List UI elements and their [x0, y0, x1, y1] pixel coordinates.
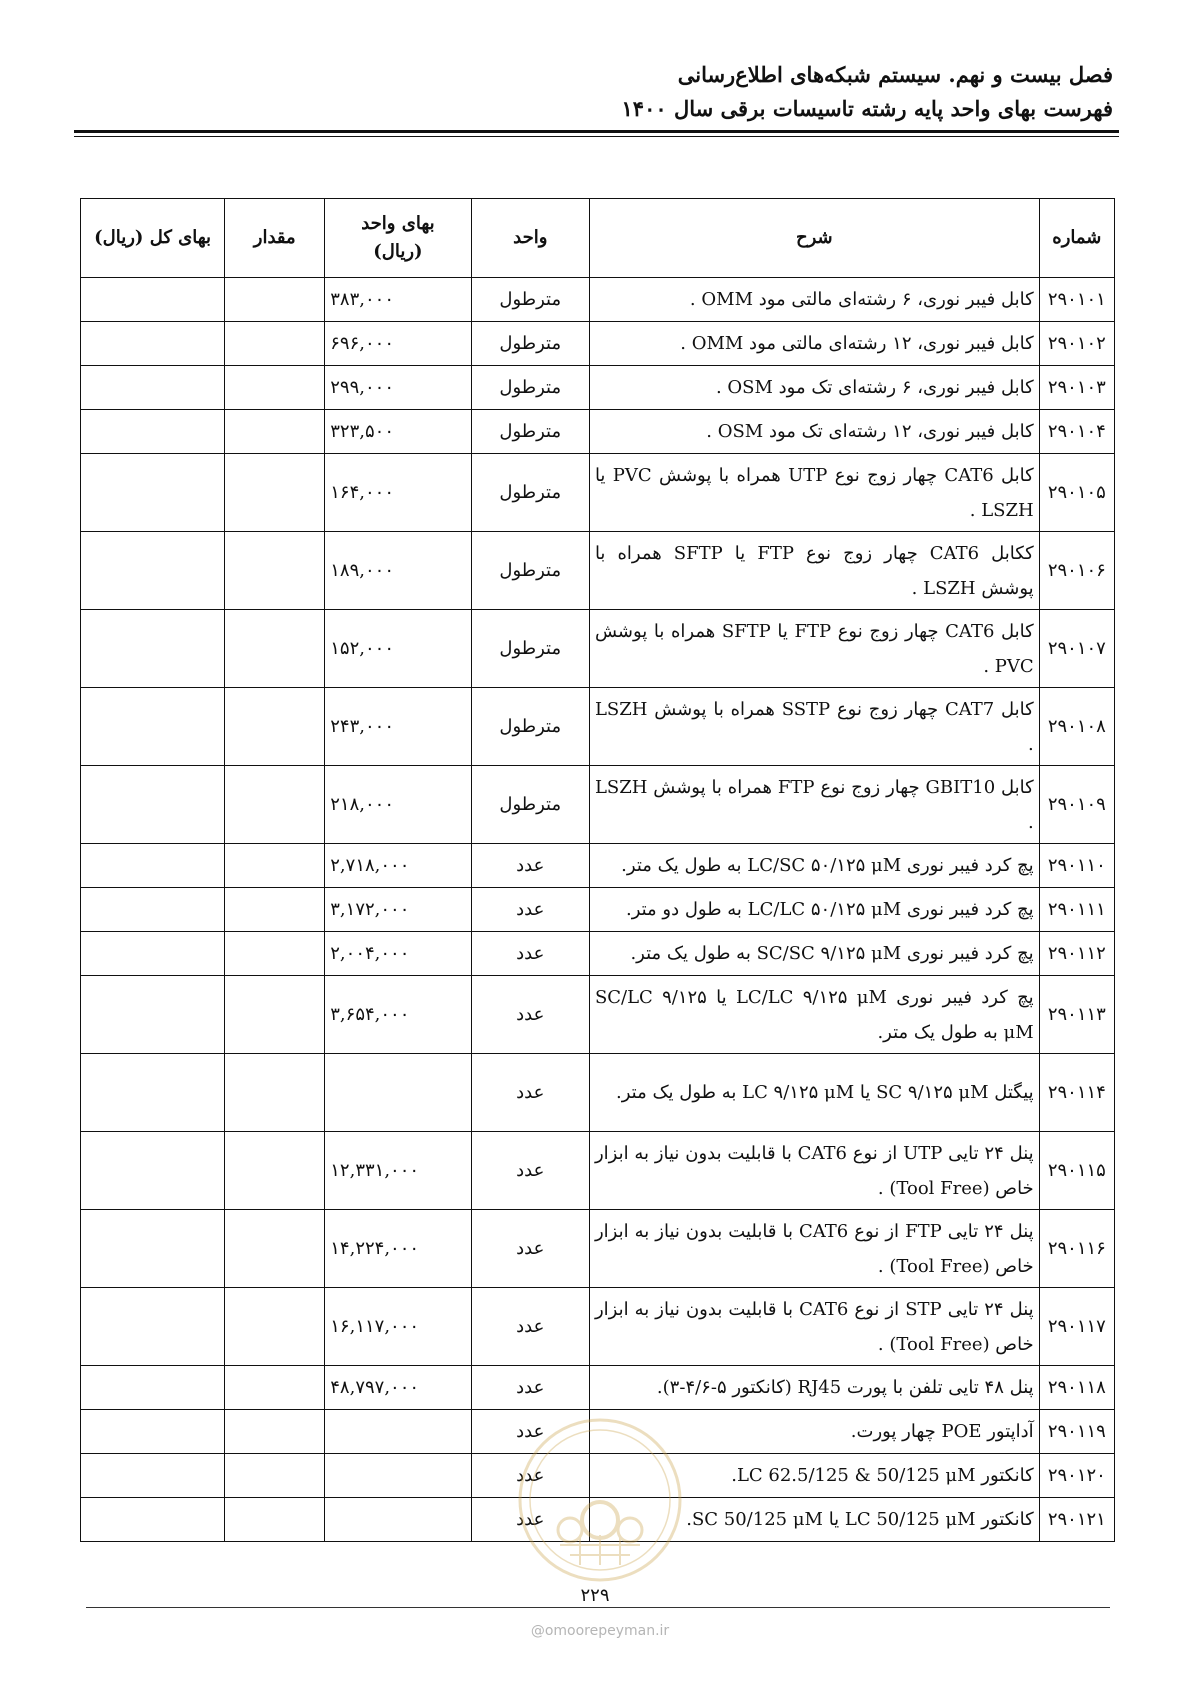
row-unit-price: [325, 1498, 471, 1542]
row-total: [81, 1054, 225, 1132]
row-description: کابل GBIT10 چهار زوج نوع FTP همراه با پوشش LSZH .: [589, 766, 1039, 844]
row-unit: عدد: [471, 1054, 589, 1132]
row-unit-price: ۱۲,۳۳۱,۰۰۰: [325, 1132, 471, 1210]
table-row: [81, 454, 1115, 532]
row-description: کانکتور LC 62.5/125 & 50/125 μM.: [589, 1454, 1039, 1498]
row-unit: مترطول: [471, 532, 589, 610]
row-quantity: [225, 1498, 325, 1542]
table-row: [81, 1210, 1115, 1288]
row-description: کابل فیبر نوری، ۱۲ رشته‌ای مالتی مود OMM .: [589, 322, 1039, 366]
row-quantity: [225, 1454, 325, 1498]
row-total: [81, 454, 225, 532]
row-unit: عدد: [471, 1498, 589, 1542]
row-unit-price: ۲,۷۱۸,۰۰۰: [325, 844, 471, 888]
row-description: پنل ۲۴ تایی FTP از نوع CAT6 با قابلیت بدون نیاز به ابزار خاص (Tool Free) .: [589, 1210, 1039, 1288]
row-unit: عدد: [471, 932, 589, 976]
row-unit: مترطول: [471, 688, 589, 766]
chapter-title: فصل بیست و نهم. سیستم شبکه‌های اطلاع‌رسانی: [677, 62, 1113, 87]
row-quantity: [225, 766, 325, 844]
row-unit-price: ۶۹۶,۰۰۰: [325, 322, 471, 366]
row-number: ۲۹۰۱۰۸: [1039, 688, 1114, 766]
page-header: [78, 58, 1113, 126]
col-header-number: شماره: [1039, 199, 1114, 278]
col-header-unit-price-line2: (ریال): [373, 241, 423, 262]
row-unit: عدد: [471, 1288, 589, 1366]
row-unit: مترطول: [471, 610, 589, 688]
row-unit-price: ۱۴,۲۲۴,۰۰۰: [325, 1210, 471, 1288]
row-number: ۲۹۰۱۰۴: [1039, 410, 1114, 454]
row-quantity: [225, 888, 325, 932]
row-unit: مترطول: [471, 278, 589, 322]
row-total: [81, 1454, 225, 1498]
table-header-row: [81, 199, 1115, 278]
row-number: ۲۹۰۱۰۲: [1039, 322, 1114, 366]
row-unit-price: ۳۲۳,۵۰۰: [325, 410, 471, 454]
row-unit-price: ۳,۱۷۲,۰۰۰: [325, 888, 471, 932]
row-description: کابل CAT6 چهار زوج نوع FTP یا SFTP همراه با پوشش PVC .: [589, 610, 1039, 688]
row-total: [81, 1366, 225, 1410]
row-description: پچ کرد فیبر نوری LC/LC ۵۰/۱۲۵ μM به طول دو متر.: [589, 888, 1039, 932]
row-description: آداپتور POE چهار پورت.: [589, 1410, 1039, 1454]
row-description: پیگتل SC ۹/۱۲۵ μM یا LC ۹/۱۲۵ μM به طول یک متر.: [589, 1054, 1039, 1132]
document-title: فهرست بهای واحد پایه رشته تاسیسات برقی سال ۱۴۰۰: [621, 96, 1113, 121]
row-quantity: [225, 410, 325, 454]
table-row: [81, 932, 1115, 976]
row-unit: عدد: [471, 844, 589, 888]
table-row: [81, 532, 1115, 610]
row-unit: عدد: [471, 976, 589, 1054]
header-rule-thick: [74, 130, 1119, 133]
row-unit-price: ۲۹۹,۰۰۰: [325, 366, 471, 410]
row-number: ۲۹۰۱۱۵: [1039, 1132, 1114, 1210]
row-unit: عدد: [471, 1454, 589, 1498]
row-unit: مترطول: [471, 766, 589, 844]
table-row: [81, 610, 1115, 688]
col-header-unit-price: [325, 199, 471, 278]
row-quantity: [225, 932, 325, 976]
col-header-unit: واحد: [471, 199, 589, 278]
table-row: [81, 1132, 1115, 1210]
row-description: پنل ۴۸ تایی تلفن با پورت RJ45 (کانکتور ۵-۴/۶-۳).: [589, 1366, 1039, 1410]
row-number: ۲۹۰۱۱۴: [1039, 1054, 1114, 1132]
row-unit-price: ۲,۰۰۴,۰۰۰: [325, 932, 471, 976]
row-quantity: [225, 532, 325, 610]
row-number: ۲۹۰۱۰۱: [1039, 278, 1114, 322]
table-row: [81, 766, 1115, 844]
row-quantity: [225, 610, 325, 688]
row-description: پنل ۲۴ تایی UTP از نوع CAT6 با قابلیت بدون نیاز به ابزار خاص (Tool Free) .: [589, 1132, 1039, 1210]
row-unit-price: [325, 1054, 471, 1132]
row-unit: مترطول: [471, 410, 589, 454]
row-total: [81, 1498, 225, 1542]
row-quantity: [225, 1288, 325, 1366]
table-row: [81, 322, 1115, 366]
col-header-quantity: مقدار: [225, 199, 325, 278]
row-description: پچ کرد فیبر نوری LC/SC ۵۰/۱۲۵ μM به طول یک متر.: [589, 844, 1039, 888]
table-row: [81, 844, 1115, 888]
table-row: [81, 366, 1115, 410]
row-number: ۲۹۰۱۰۹: [1039, 766, 1114, 844]
row-number: ۲۹۰۱۲۱: [1039, 1498, 1114, 1542]
table-row: [81, 1054, 1115, 1132]
row-unit: مترطول: [471, 322, 589, 366]
table-row: [81, 888, 1115, 932]
row-number: ۲۹۰۱۰۳: [1039, 366, 1114, 410]
row-unit-price: ۱۶۴,۰۰۰: [325, 454, 471, 532]
row-number: ۲۹۰۱۱۳: [1039, 976, 1114, 1054]
table-row: [81, 1498, 1115, 1542]
row-number: ۲۹۰۱۱۰: [1039, 844, 1114, 888]
row-total: [81, 532, 225, 610]
row-quantity: [225, 688, 325, 766]
row-description: کابل CAT6 چهار زوج نوع UTP همراه با پوشش PVC یا LSZH .: [589, 454, 1039, 532]
row-unit-price: ۱۸۹,۰۰۰: [325, 532, 471, 610]
col-header-total: بهای کل (ریال): [81, 199, 225, 278]
row-total: [81, 1210, 225, 1288]
row-unit-price: ۳,۶۵۴,۰۰۰: [325, 976, 471, 1054]
row-total: [81, 610, 225, 688]
row-unit-price: [325, 1454, 471, 1498]
page-number: ۲۲۹: [580, 1585, 610, 1606]
row-quantity: [225, 844, 325, 888]
row-unit-price: ۳۸۳,۰۰۰: [325, 278, 471, 322]
row-unit: عدد: [471, 1132, 589, 1210]
row-description: ککابل CAT6 چهار زوج نوع FTP یا SFTP همراه با پوشش LSZH .: [589, 532, 1039, 610]
row-unit: عدد: [471, 1366, 589, 1410]
table-row: [81, 1288, 1115, 1366]
row-number: ۲۹۰۱۱۱: [1039, 888, 1114, 932]
row-total: [81, 888, 225, 932]
footer-rule: [86, 1607, 1110, 1608]
row-number: ۲۹۰۱۱۹: [1039, 1410, 1114, 1454]
row-number: ۲۹۰۱۱۲: [1039, 932, 1114, 976]
table-row: [81, 1454, 1115, 1498]
row-unit-price: ۲۱۸,۰۰۰: [325, 766, 471, 844]
row-quantity: [225, 454, 325, 532]
row-number: ۲۹۰۱۰۷: [1039, 610, 1114, 688]
header-rule-thin: [74, 136, 1119, 137]
table-row: [81, 410, 1115, 454]
row-number: ۲۹۰۱۰۵: [1039, 454, 1114, 532]
col-header-description: شرح: [589, 199, 1039, 278]
row-total: [81, 932, 225, 976]
row-total: [81, 366, 225, 410]
table-row: [81, 1366, 1115, 1410]
row-description: کانکتور LC 50/125 μM یا SC 50/125 μM.: [589, 1498, 1039, 1542]
row-total: [81, 688, 225, 766]
row-quantity: [225, 366, 325, 410]
row-number: ۲۹۰۱۱۷: [1039, 1288, 1114, 1366]
row-unit-price: ۱۵۲,۰۰۰: [325, 610, 471, 688]
row-unit-price: ۲۴۳,۰۰۰: [325, 688, 471, 766]
row-total: [81, 1132, 225, 1210]
watermark-url: @omoorepeyman.ir: [530, 1623, 670, 1639]
row-unit-price: ۴۸,۷۹۷,۰۰۰: [325, 1366, 471, 1410]
row-number: ۲۹۰۱۱۸: [1039, 1366, 1114, 1410]
row-total: [81, 1288, 225, 1366]
row-unit-price: [325, 1410, 471, 1454]
row-total: [81, 322, 225, 366]
row-quantity: [225, 1366, 325, 1410]
row-quantity: [225, 1210, 325, 1288]
row-number: ۲۹۰۱۱۶: [1039, 1210, 1114, 1288]
row-description: کابل فیبر نوری، ۶ رشته‌ای مالتی مود OMM .: [589, 278, 1039, 322]
row-total: [81, 278, 225, 322]
row-total: [81, 844, 225, 888]
row-quantity: [225, 1054, 325, 1132]
row-number: ۲۹۰۱۲۰: [1039, 1454, 1114, 1498]
row-unit: مترطول: [471, 454, 589, 532]
row-quantity: [225, 1132, 325, 1210]
table-row: [81, 688, 1115, 766]
row-quantity: [225, 322, 325, 366]
row-unit: عدد: [471, 888, 589, 932]
row-description: کابل فیبر نوری، ۶ رشته‌ای تک مود OSM .: [589, 366, 1039, 410]
row-description: کابل فیبر نوری، ۱۲ رشته‌ای تک مود OSM .: [589, 410, 1039, 454]
row-number: ۲۹۰۱۰۶: [1039, 532, 1114, 610]
row-total: [81, 766, 225, 844]
price-table: [80, 198, 1115, 1542]
row-quantity: [225, 976, 325, 1054]
row-description: کابل CAT7 چهار زوج نوع SSTP همراه با پوشش LSZH .: [589, 688, 1039, 766]
row-unit-price: ۱۶,۱۱۷,۰۰۰: [325, 1288, 471, 1366]
row-total: [81, 410, 225, 454]
row-total: [81, 976, 225, 1054]
row-unit: مترطول: [471, 366, 589, 410]
row-unit: عدد: [471, 1410, 589, 1454]
row-unit: عدد: [471, 1210, 589, 1288]
col-header-unit-price-line1: بهای واحد: [361, 213, 435, 234]
table-row: [81, 976, 1115, 1054]
row-quantity: [225, 1410, 325, 1454]
row-description: پنل ۲۴ تایی STP از نوع CAT6 با قابلیت بدون نیاز به ابزار خاص (Tool Free) .: [589, 1288, 1039, 1366]
row-description: پچ کرد فیبر نوری LC/LC ۹/۱۲۵ μM یا SC/LC ۹/۱۲۵ μM به طول یک متر.: [589, 976, 1039, 1054]
row-total: [81, 1410, 225, 1454]
table-row: [81, 278, 1115, 322]
table-row: [81, 1410, 1115, 1454]
row-quantity: [225, 278, 325, 322]
row-description: پچ کرد فیبر نوری SC/SC ۹/۱۲۵ μM به طول یک متر.: [589, 932, 1039, 976]
